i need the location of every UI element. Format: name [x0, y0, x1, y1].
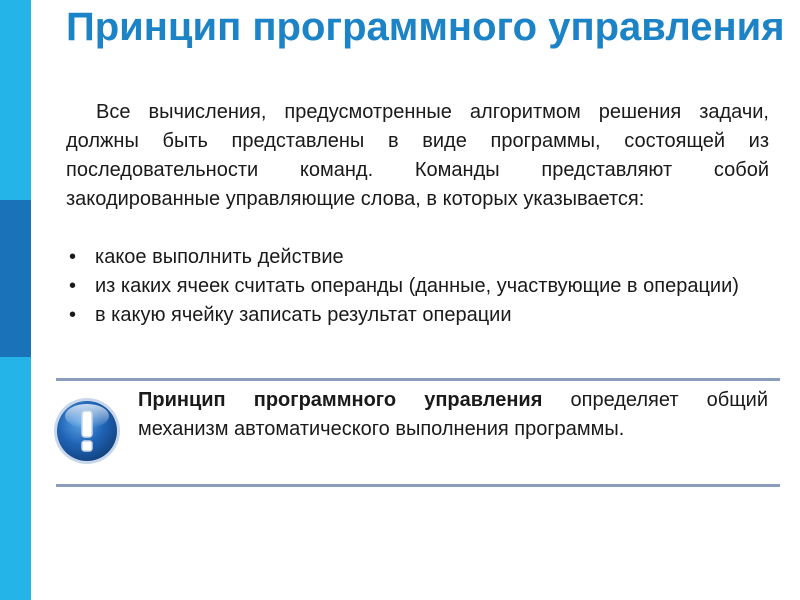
bullet-marker: •	[69, 304, 77, 326]
bullet-text: из каких ячеек считать операнды (данные, участвующие в операции)	[95, 275, 739, 297]
bullet-item	[66, 272, 769, 301]
callout-text	[138, 386, 768, 444]
bullet-item	[66, 243, 769, 272]
callout-term: Принцип программного управления	[138, 389, 543, 411]
left-decor-bar-accent	[0, 200, 31, 357]
exclamation-icon	[52, 396, 122, 466]
bullet-marker: •	[69, 246, 77, 268]
bullet-text: в какую ячейку записать результат операции	[95, 304, 512, 326]
slide-title: Принцип программного управления	[66, 5, 785, 49]
bullet-list	[66, 243, 769, 330]
callout-bottom-divider	[56, 484, 780, 487]
bullet-item	[66, 301, 769, 330]
callout-top-divider	[56, 378, 780, 381]
bullet-text: какое выполнить действие	[95, 246, 344, 268]
bullet-marker: •	[69, 275, 77, 297]
intro-paragraph: Все вычисления, предусмотренные алгоритмом решения задачи, должны быть представлены в виде программы, состоящей из последовательности команд. Команды представляют собой закодированные управляющие слова, в которых указывается:	[66, 101, 769, 210]
callout-definition: определяет общий механизм автоматического выполнения программы.	[138, 389, 768, 440]
